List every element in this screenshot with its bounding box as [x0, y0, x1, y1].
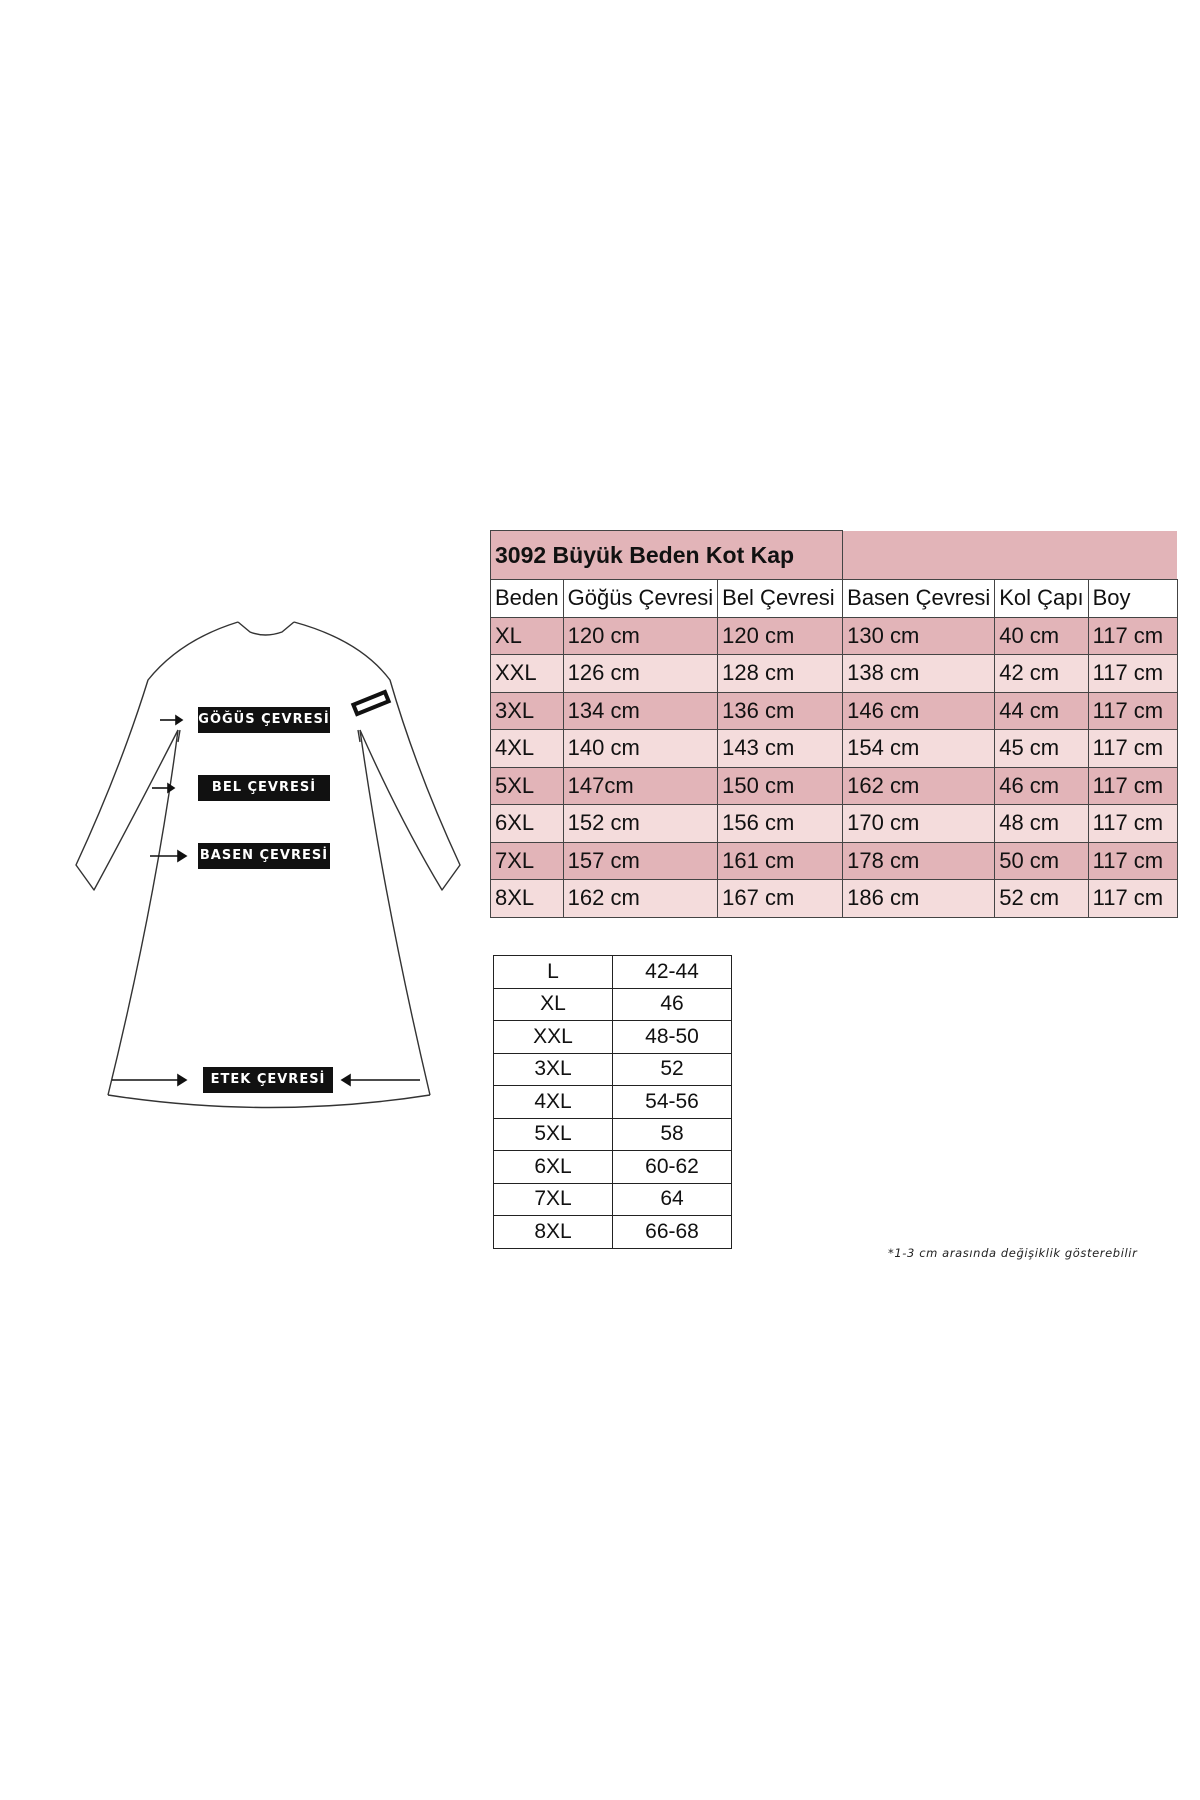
- table-cell: 147cm: [563, 767, 718, 805]
- table-cell: 150 cm: [718, 767, 843, 805]
- table-cell: 40 cm: [995, 617, 1088, 655]
- table-cell: XXL: [494, 1021, 613, 1054]
- header-cell: Bel Çevresi: [718, 580, 843, 618]
- table-cell: 126 cm: [563, 655, 718, 693]
- table-cell: 46 cm: [995, 767, 1088, 805]
- hem-label: ETEK ÇEVRESİ: [203, 1067, 333, 1093]
- table-cell: 8XL: [494, 1216, 613, 1249]
- footnote: *1-3 cm arasında değişiklik gösterebilir: [888, 1246, 1138, 1260]
- table-row: [494, 1053, 732, 1086]
- table-cell: 6XL: [494, 1151, 613, 1184]
- table-cell: 117 cm: [1088, 880, 1177, 918]
- table-cell: 186 cm: [843, 880, 995, 918]
- table-cell: 42-44: [613, 956, 732, 989]
- table-cell: 128 cm: [718, 655, 843, 693]
- table-cell: 60-62: [613, 1151, 732, 1184]
- table-cell: 130 cm: [843, 617, 995, 655]
- table-cell: 46: [613, 988, 732, 1021]
- title-row: [491, 531, 1178, 580]
- table-cell: L: [494, 956, 613, 989]
- table-row: [494, 988, 732, 1021]
- table-cell: 117 cm: [1088, 692, 1177, 730]
- table-cell: 42 cm: [995, 655, 1088, 693]
- header-cell: Boy: [1088, 580, 1177, 618]
- table-row: [491, 730, 1178, 768]
- table-cell: 66-68: [613, 1216, 732, 1249]
- table-cell: 48-50: [613, 1021, 732, 1054]
- table-row: [494, 1216, 732, 1249]
- chest-label: GÖĞÜS ÇEVRESİ: [198, 707, 330, 733]
- header-cell: Basen Çevresi: [843, 580, 995, 618]
- table-cell: 117 cm: [1088, 805, 1177, 843]
- table-cell: 64: [613, 1183, 732, 1216]
- table-cell: 5XL: [494, 1118, 613, 1151]
- table-cell: 52: [613, 1053, 732, 1086]
- table-cell: 3XL: [491, 692, 564, 730]
- table-row: [494, 1183, 732, 1216]
- size-chart-table: [490, 530, 1178, 918]
- table-cell: 162 cm: [843, 767, 995, 805]
- table-row: [491, 767, 1178, 805]
- table-row: [491, 617, 1178, 655]
- header-cell: Kol Çapı: [995, 580, 1088, 618]
- table-row: [494, 1151, 732, 1184]
- arrow-left-icon: [342, 1075, 420, 1085]
- arrow-right-icon: [112, 1075, 186, 1085]
- table-cell: 161 cm: [718, 842, 843, 880]
- table-cell: 140 cm: [563, 730, 718, 768]
- table-cell: 156 cm: [718, 805, 843, 843]
- table-cell: 120 cm: [563, 617, 718, 655]
- header-row: [491, 580, 1178, 618]
- hip-label: BASEN ÇEVRESİ: [198, 843, 330, 869]
- table-cell: 7XL: [491, 842, 564, 880]
- table-cell: 146 cm: [843, 692, 995, 730]
- table-cell: 45 cm: [995, 730, 1088, 768]
- table-cell: 117 cm: [1088, 617, 1177, 655]
- table-cell: 3XL: [494, 1053, 613, 1086]
- table-cell: 138 cm: [843, 655, 995, 693]
- title-blank-cell: [843, 531, 1177, 580]
- table-cell: 4XL: [494, 1086, 613, 1119]
- table-cell: 136 cm: [718, 692, 843, 730]
- table-cell: 44 cm: [995, 692, 1088, 730]
- table-cell: 157 cm: [563, 842, 718, 880]
- header-cell: Beden: [491, 580, 564, 618]
- table-cell: 48 cm: [995, 805, 1088, 843]
- table-cell: 117 cm: [1088, 767, 1177, 805]
- table-cell: 178 cm: [843, 842, 995, 880]
- table-cell: 52 cm: [995, 880, 1088, 918]
- tag-icon: [351, 689, 391, 716]
- size-conversion-table: [493, 955, 732, 1249]
- table-row: [491, 692, 1178, 730]
- table-row: [494, 1086, 732, 1119]
- garment-diagram: [60, 600, 480, 1120]
- arrow-right-icon: [152, 784, 174, 792]
- table-cell: 50 cm: [995, 842, 1088, 880]
- table-cell: 170 cm: [843, 805, 995, 843]
- table-row: [491, 842, 1178, 880]
- table-cell: 134 cm: [563, 692, 718, 730]
- table-cell: 154 cm: [843, 730, 995, 768]
- table-cell: 58: [613, 1118, 732, 1151]
- table-cell: 117 cm: [1088, 655, 1177, 693]
- table-cell: 54-56: [613, 1086, 732, 1119]
- table-cell: XL: [494, 988, 613, 1021]
- table-cell: XL: [491, 617, 564, 655]
- table-cell: 4XL: [491, 730, 564, 768]
- table-cell: 117 cm: [1088, 842, 1177, 880]
- table-cell: 162 cm: [563, 880, 718, 918]
- arrow-right-icon: [150, 851, 186, 861]
- table-cell: 7XL: [494, 1183, 613, 1216]
- size-chart-title: 3092 Büyük Beden Kot Kap: [491, 531, 843, 580]
- arrow-right-icon: [160, 716, 182, 724]
- header-cell: Göğüs Çevresi: [563, 580, 718, 618]
- table-cell: 120 cm: [718, 617, 843, 655]
- table-cell: 143 cm: [718, 730, 843, 768]
- table-row: [491, 655, 1178, 693]
- table-row: [491, 880, 1178, 918]
- table-cell: XXL: [491, 655, 564, 693]
- table-row: [494, 1021, 732, 1054]
- table-cell: 5XL: [491, 767, 564, 805]
- table-cell: 8XL: [491, 880, 564, 918]
- table-cell: 167 cm: [718, 880, 843, 918]
- table-cell: 152 cm: [563, 805, 718, 843]
- waist-label: BEL ÇEVRESİ: [198, 775, 330, 801]
- table-cell: 117 cm: [1088, 730, 1177, 768]
- table-row: [494, 956, 732, 989]
- table-row: [494, 1118, 732, 1151]
- table-cell: 6XL: [491, 805, 564, 843]
- table-row: [491, 805, 1178, 843]
